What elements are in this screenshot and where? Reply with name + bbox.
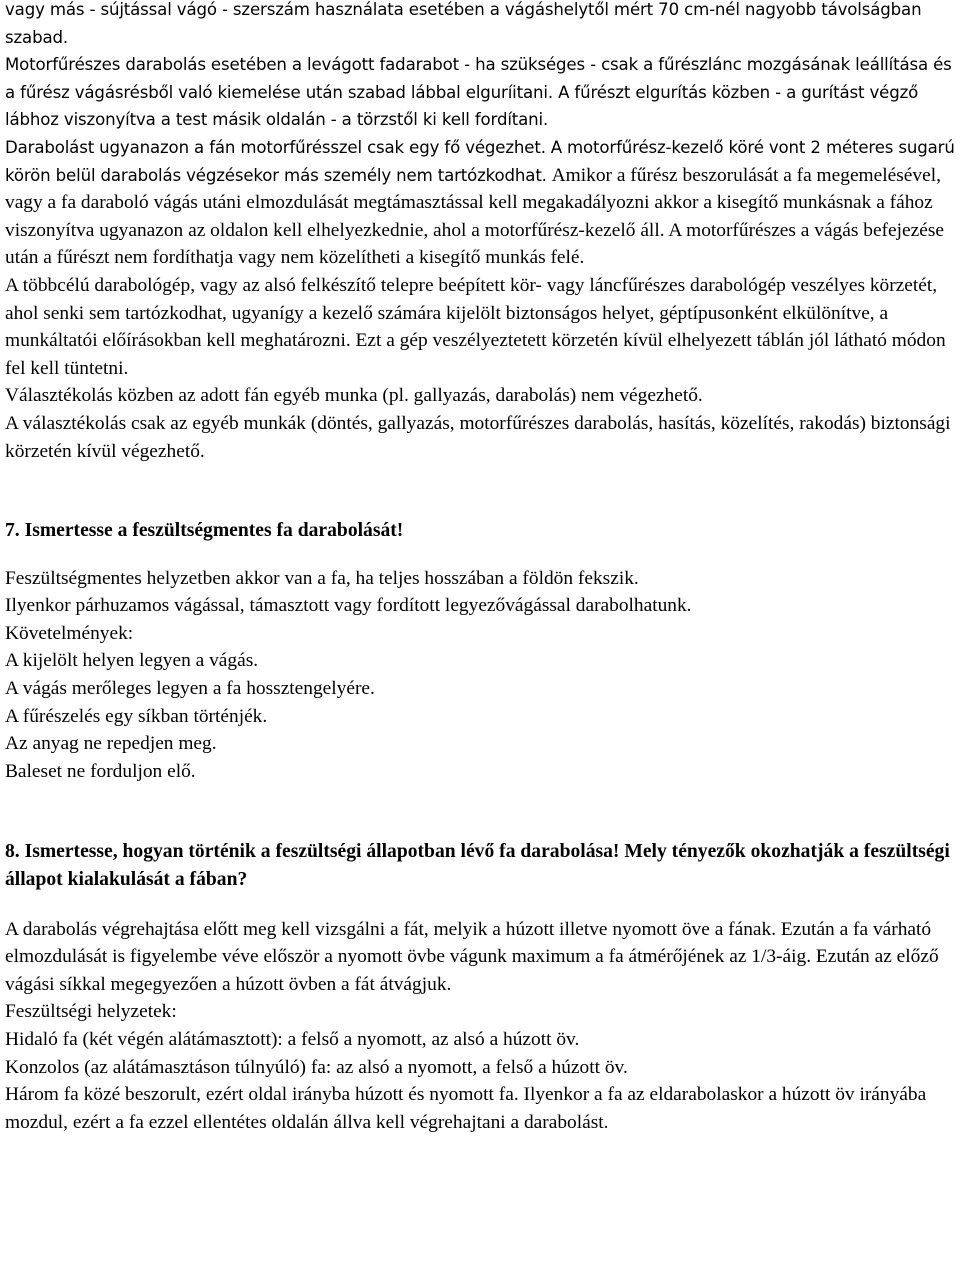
q7-requirement-item: Az anyag ne repedjen meg. xyxy=(5,733,217,755)
q7-requirement-item: A kijelölt helyen legyen a vágás. xyxy=(5,650,259,672)
q8-tension-item: Hidaló fa (két végén alátámasztott): a felső a nyomott, az alsó a húzott öv. xyxy=(5,1029,580,1050)
intro-paragraph-3b: A motorfűrész-kezelő köré vont 2 méteres sugarú körön belül darabolás végzésekor más személy nem tartózkodhat. xyxy=(5,137,955,185)
intro-paragraph-6: A választékolás csak az egyéb munkák (döntés, gallyazás, motorfűrészes darabolás, hasítás, közelítés, rakodás) biztonsági körzetén kívül végezhető. xyxy=(5,412,951,462)
intro-paragraph-5: Választékolás közben az adott fán egyéb munka (pl. gallyazás, darabolás) nem végezhető. xyxy=(5,385,703,407)
intro-paragraph-3a: Darabolást ugyanazon a fán motorfűrésszel csak egy fő végezhet. xyxy=(5,137,546,157)
q7-requirement-item: A fűrészelés egy síkban történjék. xyxy=(5,705,268,727)
q7-requirements-label: Követelmények: xyxy=(5,622,134,644)
q7-requirement-item: A vágás merőleges legyen a fa hossztengelyére. xyxy=(5,678,375,700)
q7-line: Ilyenkor párhuzamos vágással, támasztott vagy fordított legyezővágással darabolhatunk. xyxy=(5,595,692,617)
intro-paragraph-2: Motorfűrészes darabolás esetében a levágott fadarabot - ha szükséges - csak a fűrészlánc mozgásának leállítása és a fűrész vágásrésből való kiemelése után szabad lábbal elguríitani. A fűrészt elgurítás közben - a gurítást végző lábhoz viszonyítva a test másik oldalán - a törzstől ki kell fordítani. xyxy=(5,55,952,130)
q7-requirement-item: Baleset ne forduljon elő. xyxy=(5,760,196,782)
question-8-heading: 8. Ismertesse, hogyan történik a feszültségi állapotban lévő fa darabolása! Mely tényezők okozhatják a feszültségi állapot kialakulását a fában? xyxy=(5,841,950,891)
q7-line: Feszültségmentes helyzetben akkor van a fa, ha teljes hosszában a földön fekszik. xyxy=(5,567,639,589)
intro-paragraph-1: vagy más - sújtással vágó - szerszám használata esetében a vágáshelytől mért 70 cm-nél nagyobb távolságban szabad. xyxy=(5,0,922,47)
q8-tension-item: Konzolos (az alátámasztáson túlnyúló) fa: az alsó a nyomott, a felső a húzott öv. xyxy=(5,1056,628,1078)
question-7-heading: 7. Ismertesse a feszültségmentes fa darabolását! xyxy=(5,520,404,542)
q8-paragraph-1: A darabolás végrehajtása előtt meg kell vizsgálni a fát, melyik a húzott illetve nyomott öve a fának. Ezután a fa várható elmozdulását is figyelembe véve először a nyomott övbe vágunk maximum a fa átmérőjének az 1/3-áig. Ezután az előző vágási síkkal megegyezően a húzott övben a fát átvágjuk. xyxy=(5,918,939,995)
q8-tension-item: Három fa közé beszorult, ezért oldal irányba húzott és nyomott fa. Ilyenkor a fa az eldarabolaskor a húzott öv irányába mozdul, ezért a fa ezzel ellentétes oldalán állva kell végrehajtani a darabolást. xyxy=(5,1084,927,1133)
intro-paragraph-4: A többcélú darabológép, vagy az alsó felkészítő telepre beépített kör- vagy láncfűrészes darabológép veszélyes körzetét, ahol senki sem tartózkodhat, ugyanígy a kezelő számára kijelölt biztonságos helyet, géptípusonként elkülönítve, a munkáltatói előírásokban kell meghatározni. Ezt a gép veszélyeztetett körzetén kívül elhelyezett táblán jól látható módon fel kell tüntetni. xyxy=(5,274,946,379)
document-page xyxy=(5,0,957,1136)
intro-paragraph-3c: Amikor a fűrész beszorulását a fa megemelésével, vagy a fa daraboló vágás utáni elmozdulását megtámasztással kell megakadályozni akkor a kisegítő munkásnak a fához viszonyítva ugyanazon az oldalon kell elhelyezkednie, ahol a motorfűrész-kezelő áll. A motorfűrészes a vágás befejezése után a fűrészt nem fordíthatja vagy nem közelítheti a kisegítő munkás felé. xyxy=(5,164,944,269)
q8-tension-label: Feszültségi helyzetek: xyxy=(5,1001,177,1023)
intro-paragraph-3 xyxy=(5,134,957,272)
